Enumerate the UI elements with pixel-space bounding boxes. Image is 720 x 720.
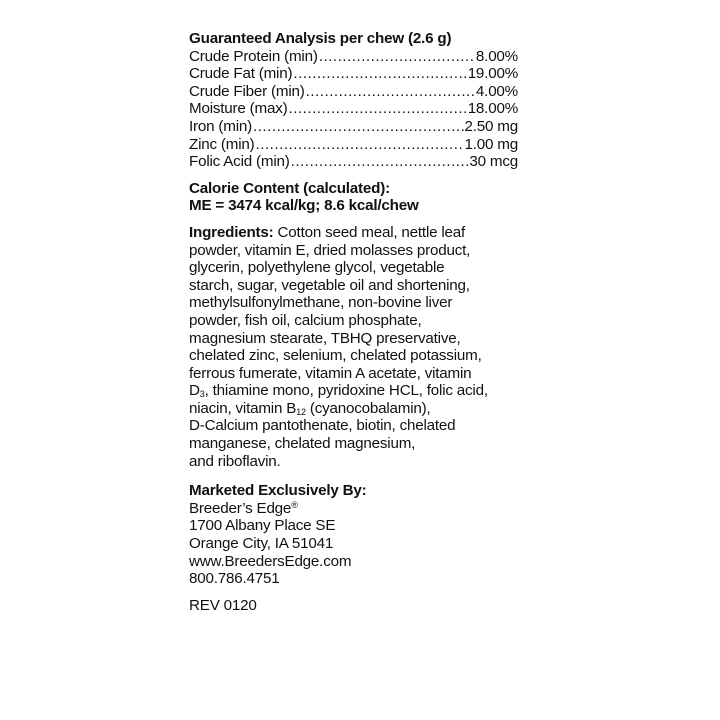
analysis-value: 30 mcg [469, 153, 518, 171]
leader-dots [291, 153, 469, 171]
analysis-name: Moisture (max) [189, 100, 288, 118]
analysis-value: 1.00 mg [464, 135, 518, 153]
marketer-phone: 800.786.4751 [189, 570, 280, 588]
analysis-value: 4.00% [475, 82, 518, 100]
analysis-value: 2.50 mg [464, 117, 518, 135]
spacer [189, 215, 529, 224]
analysis-row-fat [189, 65, 518, 83]
analysis-name: Crude Fiber (min) [189, 82, 305, 100]
spacer [189, 588, 529, 597]
leader-dots [293, 65, 466, 83]
analysis-value: 8.00% [475, 47, 518, 65]
analysis-value: 18.00% [467, 100, 518, 118]
analysis-row-folic-acid [189, 153, 518, 171]
analysis-name: Iron (min) [189, 117, 252, 135]
marketer-name-line [189, 500, 529, 518]
ingredients-line: manganese, chelated magnesium, [189, 435, 416, 453]
analysis-row-moisture [189, 100, 518, 118]
leader-dots [253, 118, 464, 136]
subscript: 12 [296, 406, 306, 417]
analysis-name: Crude Protein (min) [189, 47, 318, 65]
calorie-value: ME = 3474 kcal/kg; 8.6 kcal/chew [189, 197, 419, 215]
marketer-heading: Marketed Exclusively By: [189, 482, 367, 500]
analysis-value: 19.00% [467, 65, 518, 83]
product-label [189, 30, 529, 614]
leader-dots [319, 48, 475, 66]
ingredients-line [189, 382, 529, 400]
analysis-name: Crude Fat (min) [189, 65, 293, 83]
marketer-address-2: Orange City, IA 51041 [189, 535, 334, 553]
marketer-website: www.BreedersEdge.com [189, 552, 352, 570]
ingredients-line: powder, vitamin E, dried molasses product, [189, 241, 471, 259]
subscript: 3 [199, 389, 205, 400]
spacer [189, 171, 529, 180]
analysis-row-iron [189, 118, 518, 136]
analysis-table [189, 48, 529, 171]
ingredients-line: magnesium stearate, TBHQ preservative, [189, 329, 461, 347]
analysis-row-protein [189, 48, 518, 66]
analysis-row-fiber [189, 83, 518, 101]
ingredients-line: starch, sugar, vegetable oil and shortening, [189, 276, 470, 294]
analysis-row-zinc [189, 136, 518, 154]
ingredients-line [189, 400, 529, 418]
ingredients-line: D-Calcium pantothenate, biotin, chelated [189, 417, 456, 435]
ingredients-text: D [189, 382, 200, 400]
ingredients-block [189, 224, 529, 470]
analysis-name: Zinc (min) [189, 135, 255, 153]
marketer-address-1: 1700 Albany Place SE [189, 517, 336, 535]
analysis-name: Folic Acid (min) [189, 153, 290, 171]
spacer [189, 470, 529, 482]
revision-code: REV 0120 [189, 596, 257, 614]
analysis-title: Guaranteed Analysis per chew (2.6 g) [189, 30, 452, 47]
ingredients-line: chelated zinc, selenium, chelated potassium, [189, 347, 482, 365]
ingredients-line: ferrous fumerate, vitamin A acetate, vitamin [189, 364, 472, 382]
ingredients-line [189, 224, 529, 242]
ingredients-heading: Ingredients: [189, 223, 274, 241]
ingredients-text: (cyanocobalamin), [305, 399, 431, 417]
marketer-name: Breeder’s Edge [189, 499, 292, 517]
ingredients-line: and riboflavin. [189, 452, 281, 470]
leader-dots [306, 83, 475, 101]
calorie-title: Calorie Content (calculated): [189, 179, 390, 197]
ingredients-text: niacin, vitamin B [189, 399, 297, 417]
registered-mark: ® [291, 499, 298, 510]
ingredients-text: , thiamine mono, pyridoxine HCL, folic acid, [204, 382, 488, 400]
leader-dots [288, 100, 466, 118]
leader-dots [256, 136, 464, 154]
ingredients-text: Cotton seed meal, nettle leaf [273, 223, 466, 241]
ingredients-line: methylsulfonylmethane, non-bovine liver [189, 294, 453, 312]
ingredients-line: powder, fish oil, calcium phosphate, [189, 311, 422, 329]
ingredients-line: glycerin, polyethylene glycol, vegetable [189, 259, 445, 277]
